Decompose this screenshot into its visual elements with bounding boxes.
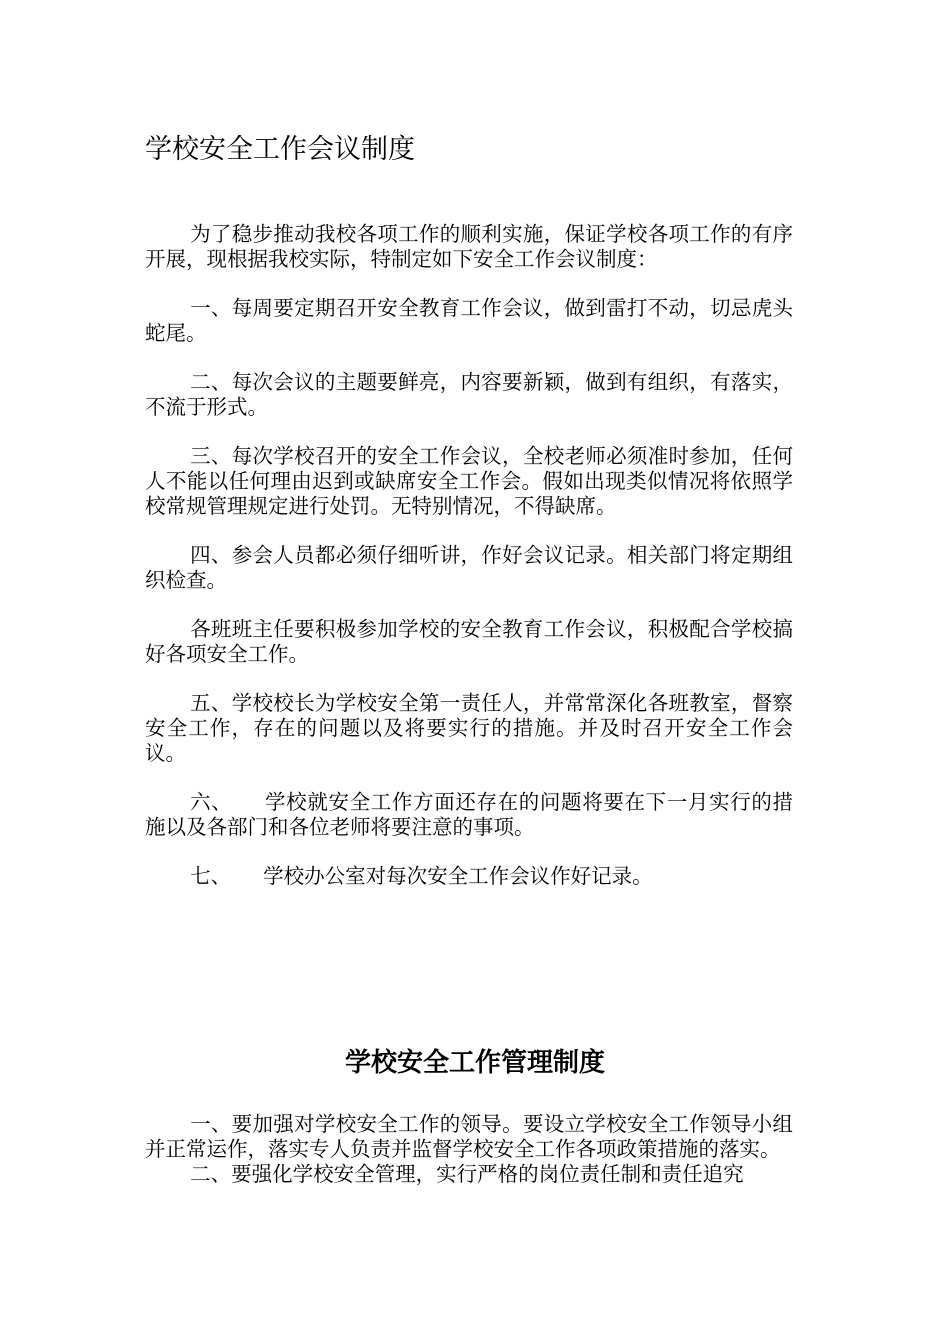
rule-6-paragraph xyxy=(145,790,793,840)
rule-2-paragraph: 二、每次会议的主题要鲜亮，内容要新颖，做到有组织，有落实，不流于形式。 xyxy=(145,370,793,419)
rule-7-text: 学校办公室对每次安全工作会议作好记录。 xyxy=(263,864,653,888)
rule-3-paragraph: 三、每次学校召开的安全工作会议，全校老师必须准时参加，任何人不能以任何理由迟到或缺席安全工作会。假如出现类似情况将依照学校常规管理规定进行处罚。无特别情况，不得缺席。 xyxy=(145,444,793,518)
meeting-system-body xyxy=(145,222,793,913)
rule-6-number: 六、 xyxy=(190,790,233,814)
management-system-body xyxy=(145,1112,793,1187)
management-rule-2-paragraph: 二、要强化学校安全管理，实行严格的岗位责任制和责任追究 xyxy=(190,1162,744,1186)
intro-paragraph: 为了稳步推动我校各项工作的顺利实施，保证学校各项工作的有序开展，现根据我校实际，特制定如下安全工作会议制度： xyxy=(145,222,793,271)
meeting-system-title: 学校安全工作会议制度 xyxy=(145,134,415,165)
rule-5-paragraph: 五、学校校长为学校安全第一责任人，并常常深化各班教室，督察安全工作，存在的问题以及将要实行的措施。并及时召开安全工作会议。 xyxy=(145,691,793,765)
class-teacher-paragraph: 各班班主任要积极参加学校的安全教育工作会议，积极配合学校搞好各项安全工作。 xyxy=(145,617,793,666)
rule-1-paragraph: 一、每周要定期召开安全教育工作会议，做到雷打不动，切忌虎头蛇尾。 xyxy=(145,296,793,345)
rule-7-number: 七、 xyxy=(190,864,232,888)
rule-4-paragraph: 四、参会人员都必须仔细听讲，作好会议记录。相关部门将定期组织检查。 xyxy=(145,543,793,592)
management-system-title: 学校安全工作管理制度 xyxy=(344,1048,605,1078)
management-rule-1-paragraph: 一、要加强对学校安全工作的领导。要设立学校安全工作领导小组并正常运作，落实专人负责并监督学校安全工作各项政策措施的落实。 xyxy=(145,1112,793,1161)
rule-6-text: 学校就安全工作方面还存在的问题将要在下一月实行的措施以及各部门和各位老师将要注意的事项。 xyxy=(145,790,794,839)
rule-7-paragraph xyxy=(145,864,793,889)
